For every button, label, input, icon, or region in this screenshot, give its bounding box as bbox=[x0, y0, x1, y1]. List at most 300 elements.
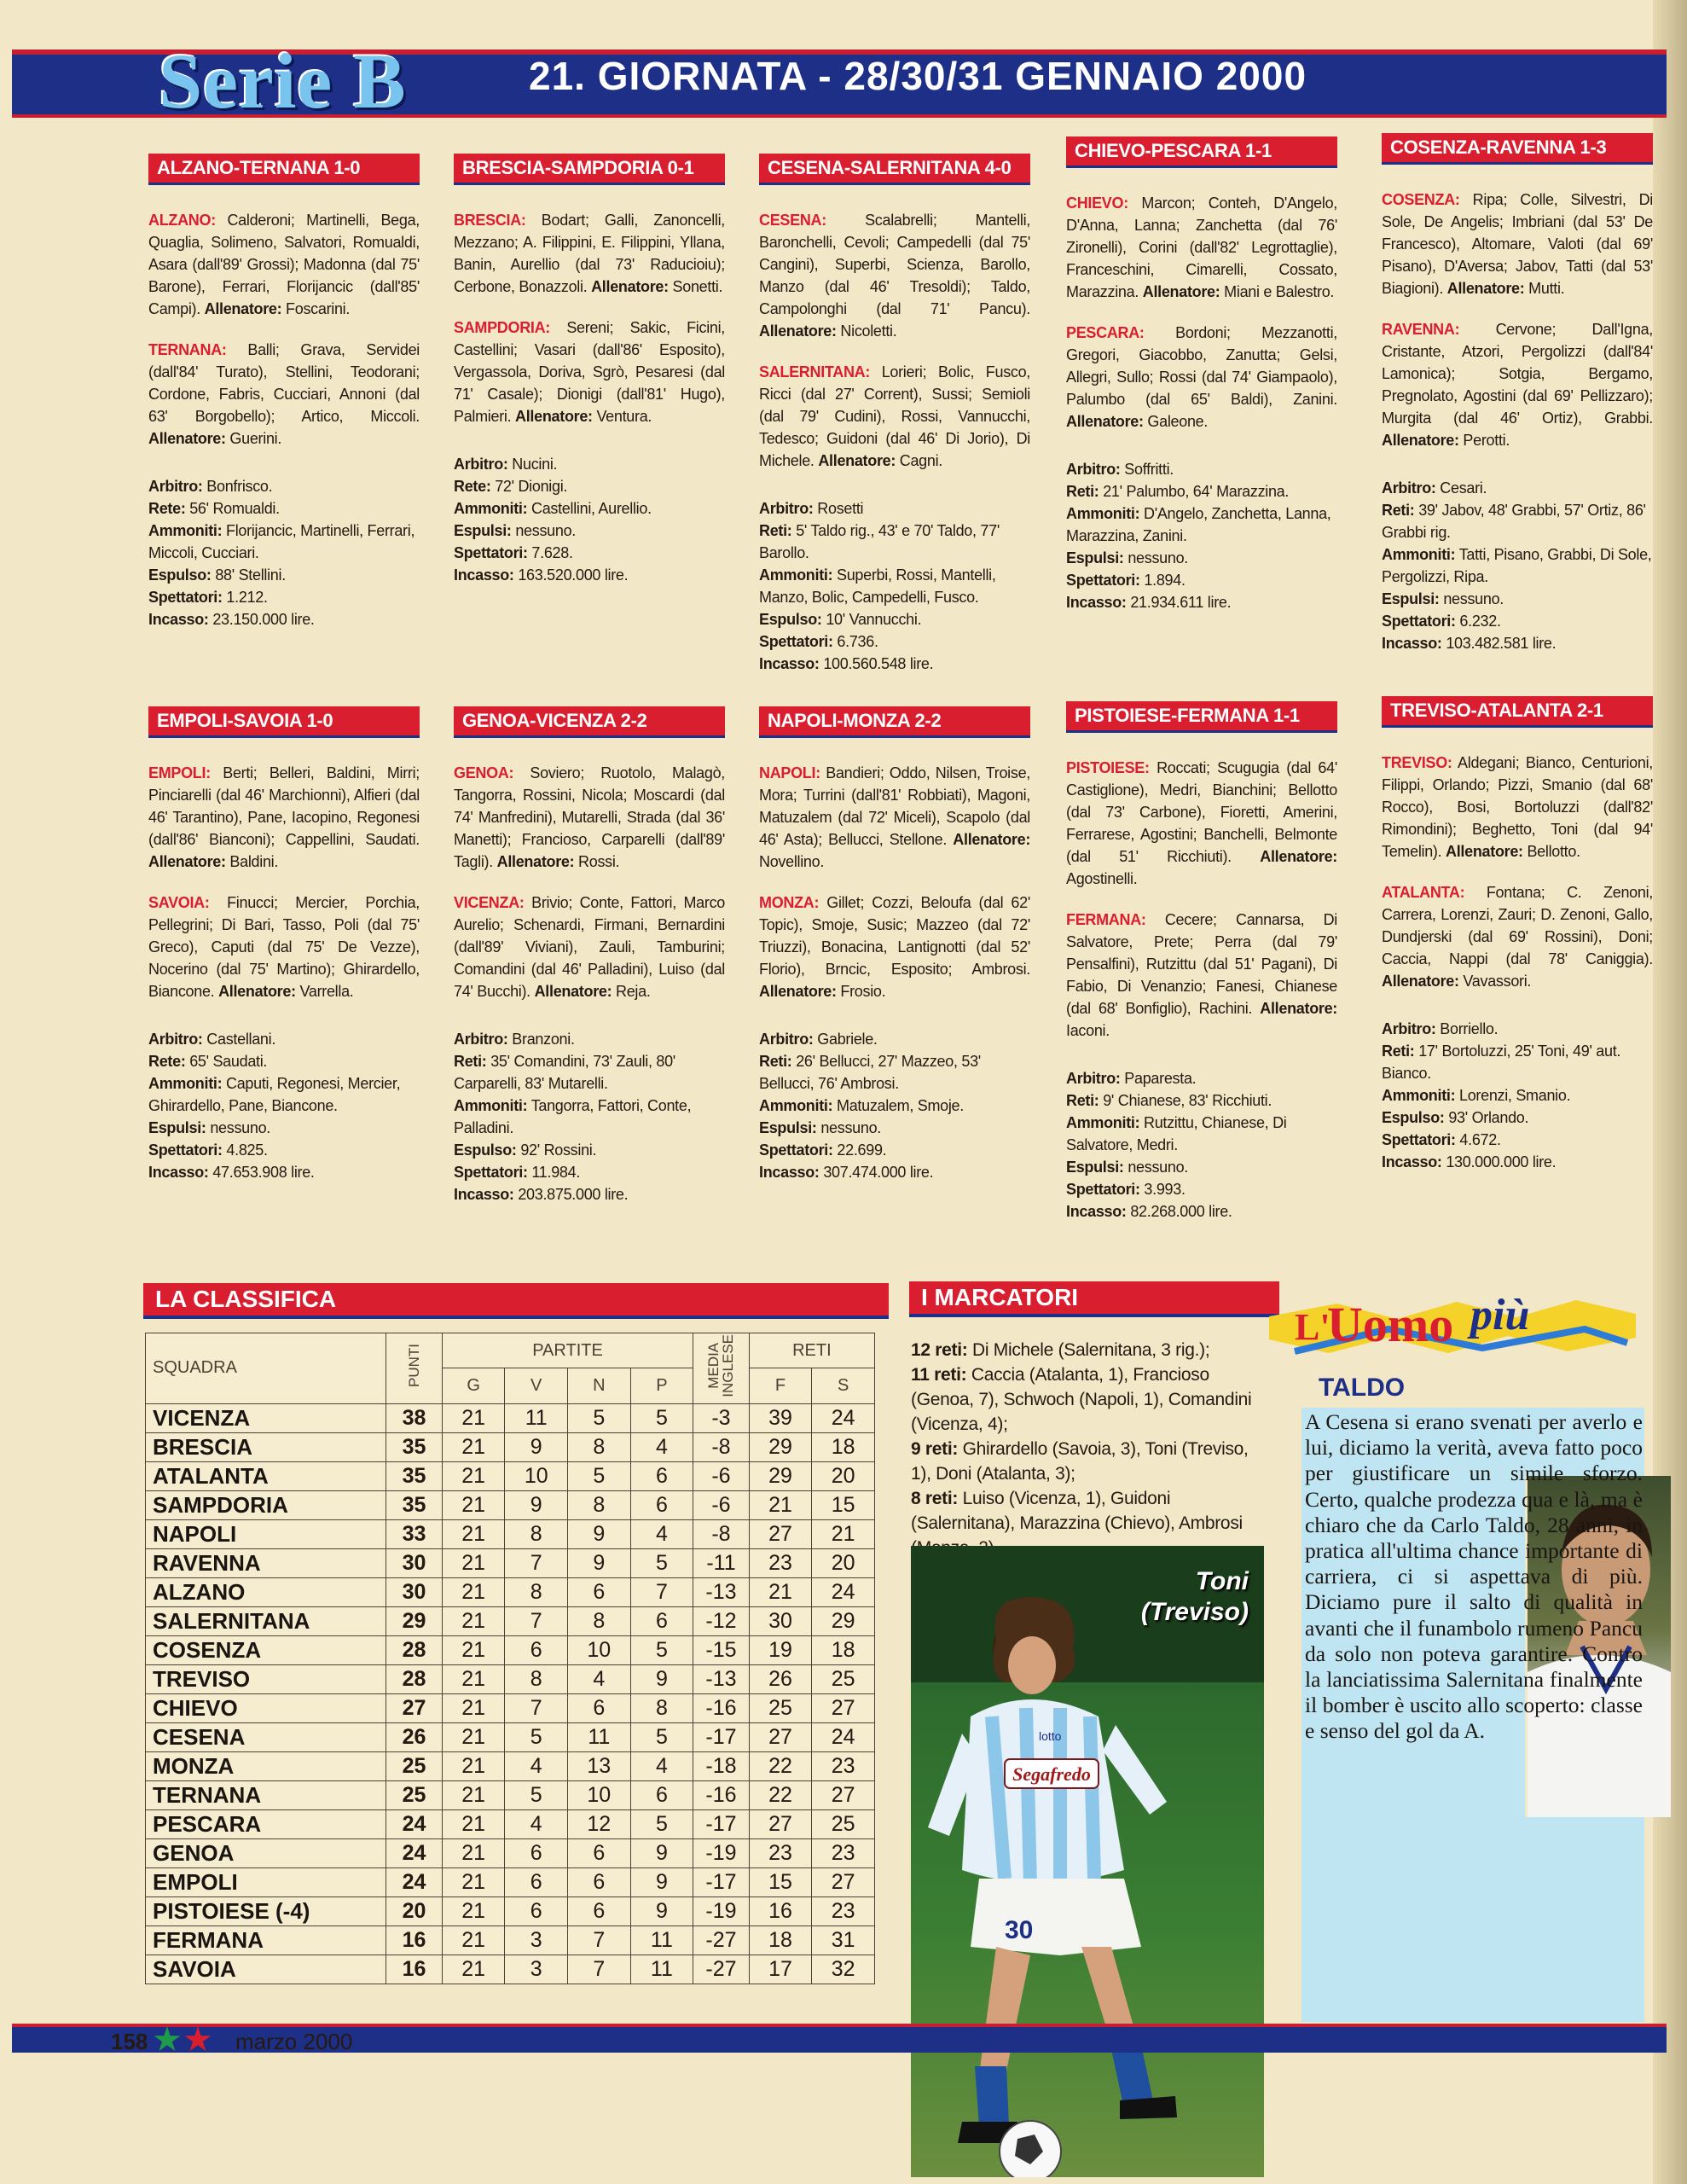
cell-pts: 35 bbox=[386, 1490, 443, 1519]
stat-label: Arbitro: bbox=[454, 456, 508, 473]
cell-pts: 27 bbox=[386, 1693, 443, 1722]
marcatori-heading: I MARCATORI bbox=[909, 1281, 1279, 1317]
stat-value: Castellini, Aurellio. bbox=[531, 500, 652, 517]
table-row bbox=[146, 1577, 875, 1606]
away-lineup bbox=[454, 892, 725, 1002]
match-stats bbox=[454, 1028, 725, 1205]
cell-n: 8 bbox=[568, 1490, 631, 1519]
cell-f: 18 bbox=[749, 1926, 812, 1955]
match-block bbox=[1382, 696, 1653, 1173]
cell-f: 17 bbox=[749, 1955, 812, 1984]
stat-label: Espulso: bbox=[148, 566, 212, 584]
stat-label: Reti: bbox=[1066, 1092, 1099, 1109]
stat-value: 56' Romualdi. bbox=[189, 500, 280, 517]
home-team-name: TREVISO: bbox=[1382, 754, 1452, 771]
stat-value: 22.699. bbox=[837, 1141, 887, 1159]
cell-s: 27 bbox=[812, 1867, 875, 1896]
stat-label: Reti: bbox=[1066, 483, 1099, 500]
cell-g: 21 bbox=[442, 1809, 505, 1838]
home-players: Berti; Belleri, Baldini, Mirri; Pinciarelli (dal 46' Marchionni), Alfieri (dal 46' Tarantino), Pane, Iacopino, Regonesi (dall'86' Bianconi); Cappellini, Saudati. bbox=[148, 764, 420, 848]
home-players: Bandieri; Oddo, Nilsen, Troise, Mora; Turrini (dall'81' Robbiati), Magoni, Matuzalem (dal 72' Miceli), Scapolo (dal 46' Asta); Bellucci, Stellone. bbox=[759, 764, 1030, 848]
match-block bbox=[1382, 133, 1653, 654]
stat-value: nessuno. bbox=[515, 522, 576, 539]
cell-media: -19 bbox=[693, 1838, 750, 1867]
away-lineup bbox=[454, 317, 725, 427]
cell-f: 27 bbox=[749, 1722, 812, 1751]
cell-s: 31 bbox=[812, 1926, 875, 1955]
home-players: Calderoni; Martinelli, Bega, Quaglia, Solimeno, Salvatori, Romualdi, Asara (dall'89' Grossi); Madonna (dal 75' Barone), Ferrari, Florijancic (dall'85' Campi). bbox=[148, 212, 420, 317]
stat-incasso bbox=[759, 653, 1030, 675]
home-team-name: ALZANO: bbox=[148, 212, 216, 229]
cell-s: 24 bbox=[812, 1403, 875, 1432]
match-title: EMPOLI-SAVOIA 1-0 bbox=[148, 706, 420, 738]
stat-value: Cesari. bbox=[1440, 479, 1487, 497]
away-lineup bbox=[1382, 318, 1653, 451]
cell-pts: 20 bbox=[386, 1896, 443, 1926]
cell-v: 8 bbox=[505, 1664, 568, 1693]
col-f: F bbox=[749, 1368, 812, 1403]
home-lineup bbox=[454, 762, 725, 873]
stat-value: 7.628. bbox=[531, 544, 573, 561]
table-row bbox=[146, 1838, 875, 1867]
match-block bbox=[1066, 701, 1337, 1223]
cell-f: 39 bbox=[749, 1403, 812, 1432]
table-row bbox=[146, 1664, 875, 1693]
away-team-name: SAMPDORIA: bbox=[454, 319, 550, 336]
match-block bbox=[148, 706, 420, 1183]
cell-f: 23 bbox=[749, 1838, 812, 1867]
stat-label: Espulsi: bbox=[1382, 590, 1440, 607]
away-players: Lorieri; Bolic, Fusco, Ricci (dal 27' Corrent), Sussi; Semioli (dal 79' Cudini), Rossi, Vannucchi, Tedesco; Guidoni (dal 46' Di Jorio), Di Michele. bbox=[759, 363, 1030, 469]
cell-v: 11 bbox=[505, 1403, 568, 1432]
away-team-name: MONZA: bbox=[759, 894, 820, 911]
coach-label: Allenatore: bbox=[148, 430, 226, 447]
table-row bbox=[146, 1403, 875, 1432]
stat-ammoniti bbox=[1066, 502, 1337, 547]
cell-s: 18 bbox=[812, 1432, 875, 1461]
cell-f: 22 bbox=[749, 1751, 812, 1780]
cell-n: 9 bbox=[568, 1519, 631, 1548]
cell-f: 25 bbox=[749, 1693, 812, 1722]
match-title: CHIEVO-PESCARA 1-1 bbox=[1066, 136, 1337, 168]
stat-spettatori bbox=[759, 1139, 1030, 1161]
coach-label: Allenatore: bbox=[591, 278, 669, 295]
col-partite: PARTITE bbox=[442, 1333, 693, 1368]
cell-s: 24 bbox=[812, 1722, 875, 1751]
cell-team: CHIEVO bbox=[146, 1693, 386, 1722]
cell-f: 19 bbox=[749, 1635, 812, 1664]
cell-v: 9 bbox=[505, 1490, 568, 1519]
stat-value: Borriello. bbox=[1440, 1020, 1499, 1037]
match-stats bbox=[1066, 458, 1337, 613]
stat-spettatori bbox=[454, 542, 725, 564]
coach-label: Allenatore: bbox=[1382, 432, 1459, 449]
stat-label: Ammoniti: bbox=[454, 500, 528, 517]
stat-value: nessuno. bbox=[1128, 1159, 1188, 1176]
cell-team: SAVOIA bbox=[146, 1955, 386, 1984]
stat-incasso bbox=[454, 1183, 725, 1205]
home-lineup bbox=[759, 209, 1030, 342]
stat-label: Ammoniti: bbox=[148, 1075, 223, 1092]
coach-label: Allenatore: bbox=[534, 983, 612, 1000]
cell-media: -17 bbox=[693, 1867, 750, 1896]
cell-g: 21 bbox=[442, 1577, 505, 1606]
match-stats bbox=[759, 497, 1030, 675]
home-coach: Bellotto. bbox=[1527, 843, 1580, 860]
cell-media: -13 bbox=[693, 1577, 750, 1606]
stat-arbitro bbox=[454, 1028, 725, 1050]
home-team-name: CESENA: bbox=[759, 212, 826, 229]
cell-p: 6 bbox=[630, 1490, 693, 1519]
cell-media: -18 bbox=[693, 1751, 750, 1780]
match-block bbox=[148, 154, 420, 630]
scorer-goals: 11 reti: bbox=[911, 1365, 967, 1385]
shirt-sponsor: Segafredo bbox=[1012, 1763, 1091, 1785]
cell-team: ATALANTA bbox=[146, 1461, 386, 1490]
stat-label: Spettatori: bbox=[1382, 613, 1456, 630]
cell-g: 21 bbox=[442, 1519, 505, 1548]
stat-label: Reti: bbox=[759, 522, 792, 539]
logo-l: L' bbox=[1295, 1306, 1330, 1348]
coach-label: Allenatore: bbox=[1142, 283, 1220, 300]
cell-v: 6 bbox=[505, 1635, 568, 1664]
table-row bbox=[146, 1519, 875, 1548]
uomo-piu-logo bbox=[1261, 1269, 1653, 1363]
home-team-name: BRESCIA: bbox=[454, 212, 526, 229]
cell-n: 12 bbox=[568, 1809, 631, 1838]
stat-label: Reti: bbox=[454, 1053, 487, 1070]
scorer-names: Caccia (Atalanta, 1), Francioso (Genoa, 7), Schwoch (Napoli, 1), Comandini (Vicenza, 4); bbox=[911, 1365, 1252, 1434]
cell-g: 21 bbox=[442, 1490, 505, 1519]
match-title: TREVISO-ATALANTA 2-1 bbox=[1382, 696, 1653, 728]
cell-s: 29 bbox=[812, 1606, 875, 1635]
scorer-line bbox=[911, 1437, 1259, 1486]
cell-media: -27 bbox=[693, 1955, 750, 1984]
cell-p: 9 bbox=[630, 1867, 693, 1896]
stat-label: Spettatori: bbox=[148, 589, 223, 606]
stat-label: Arbitro: bbox=[148, 1031, 203, 1048]
cell-pts: 33 bbox=[386, 1519, 443, 1548]
cell-s: 20 bbox=[812, 1461, 875, 1490]
cell-n: 8 bbox=[568, 1606, 631, 1635]
stat-label: Espulsi: bbox=[759, 1119, 817, 1136]
match-stats bbox=[1382, 477, 1653, 654]
stat-value: 100.560.548 lire. bbox=[823, 655, 934, 672]
stat-spettatori bbox=[1382, 610, 1653, 632]
away-coach: Guerini. bbox=[229, 430, 282, 447]
stat-label: Ammoniti: bbox=[454, 1097, 528, 1114]
stat-ammoniti bbox=[148, 520, 420, 564]
stat-label: Arbitro: bbox=[1066, 1070, 1121, 1087]
stat-spettatori bbox=[759, 630, 1030, 653]
cell-p: 7 bbox=[630, 1577, 693, 1606]
home-team-name: GENOA: bbox=[454, 764, 514, 781]
cell-pts: 26 bbox=[386, 1722, 443, 1751]
home-coach: Foscarini. bbox=[286, 300, 351, 317]
home-players: Ripa; Colle, Silvestri, Di Sole, De Angelis; Imbriani (dal 53' De Francesco), Altomare, Valoti (dal 69' Pisano), D'Aversa; Jabov, Tatti (dal 53' Biagioni). bbox=[1382, 191, 1653, 297]
stat-label: Incasso: bbox=[1382, 635, 1442, 652]
stat-value: Nucini. bbox=[512, 456, 558, 473]
stat-label: Ammoniti: bbox=[1382, 546, 1456, 563]
home-players: Aldegani; Bianco, Centurioni, Filippi, Orlando; Pizzi, Smanio (dal 68' Rocco), Bosi, Bortoluzzi (dall'82' Rimondini); Beghetto, Toni (dal 94' Temelin). bbox=[1382, 754, 1653, 860]
home-team-name: CHIEVO: bbox=[1066, 195, 1128, 212]
stat-reti bbox=[759, 1050, 1030, 1095]
cell-g: 21 bbox=[442, 1403, 505, 1432]
stat-reti bbox=[1066, 1089, 1337, 1112]
cell-s: 18 bbox=[812, 1635, 875, 1664]
cell-pts: 28 bbox=[386, 1664, 443, 1693]
match-stats bbox=[454, 453, 725, 586]
stat-arbitro bbox=[1382, 477, 1653, 499]
cell-media: -15 bbox=[693, 1635, 750, 1664]
stat-value: Gabriele. bbox=[817, 1031, 878, 1048]
stat-value: Superbi, Rossi, Mantelli, Manzo, Bolic, Campedelli, Fusco. bbox=[759, 566, 996, 606]
match-block bbox=[454, 154, 725, 586]
cell-p: 11 bbox=[630, 1955, 693, 1984]
stat-label: Incasso: bbox=[1066, 1203, 1127, 1220]
stat-value: 35' Comandini, 73' Zauli, 80' Carparelli, 83' Mutarelli. bbox=[454, 1053, 675, 1092]
table-row bbox=[146, 1867, 875, 1896]
cell-g: 21 bbox=[442, 1432, 505, 1461]
stat-ammoniti bbox=[1382, 543, 1653, 588]
cell-v: 3 bbox=[505, 1926, 568, 1955]
cell-media: -11 bbox=[693, 1548, 750, 1577]
stat-incasso bbox=[1382, 1151, 1653, 1173]
cell-team: PISTOIESE (-4) bbox=[146, 1896, 386, 1926]
stat-value: 9' Chianese, 83' Ricchiuti. bbox=[1103, 1092, 1272, 1109]
stat-label: Incasso: bbox=[1382, 1153, 1442, 1170]
stat-incasso bbox=[148, 608, 420, 630]
cell-p: 5 bbox=[630, 1403, 693, 1432]
stat-ammoniti bbox=[759, 564, 1030, 608]
caption-team: (Treviso) bbox=[1140, 1598, 1249, 1626]
stat-spettatori bbox=[148, 1139, 420, 1161]
coach-label: Allenatore: bbox=[1260, 1000, 1337, 1017]
cell-g: 21 bbox=[442, 1664, 505, 1693]
stat-reti bbox=[1382, 499, 1653, 543]
cell-s: 23 bbox=[812, 1838, 875, 1867]
home-lineup bbox=[148, 209, 420, 320]
coach-label: Allenatore: bbox=[218, 983, 296, 1000]
stat-value: 4.672. bbox=[1459, 1131, 1501, 1148]
cell-team: SAMPDORIA bbox=[146, 1490, 386, 1519]
classifica-heading: LA CLASSIFICA bbox=[143, 1283, 889, 1319]
stat-label: Ammoniti: bbox=[148, 522, 223, 539]
home-coach: Nicoletti. bbox=[840, 322, 897, 340]
match-block bbox=[759, 706, 1030, 1183]
cell-n: 6 bbox=[568, 1896, 631, 1926]
stat-value: Castellani. bbox=[206, 1031, 276, 1048]
cell-g: 21 bbox=[442, 1926, 505, 1955]
home-lineup bbox=[1066, 757, 1337, 890]
stat-espulsi bbox=[148, 1117, 420, 1139]
home-coach: Baldini. bbox=[229, 853, 279, 870]
away-players: Finucci; Mercier, Porchia, Pellegrini; Di Bari, Tasso, Poli (dal 75' Greco), Caputi (dal 75' De Vezze), Nocerino (dal 75' Martino); Ghirardello, Biancone. bbox=[148, 894, 420, 1000]
away-players: Fontana; C. Zenoni, Carrera, Lorenzi, Zauri; D. Zenoni, Gallo, Dundjerski (dal 69' Rossini), Doni; Caccia, Nappi (dal 78' Caniggia). bbox=[1382, 884, 1653, 967]
stat-espulsi bbox=[1382, 1107, 1653, 1129]
cell-media: -8 bbox=[693, 1519, 750, 1548]
stat-arbitro bbox=[1066, 458, 1337, 480]
stat-espulsi bbox=[1066, 1156, 1337, 1178]
home-coach: Miani e Balestro. bbox=[1224, 283, 1335, 300]
stat-value: Soffritti. bbox=[1124, 461, 1174, 478]
scorer-names: Di Michele (Salernitana, 3 rig.); bbox=[967, 1340, 1210, 1360]
col-reti: RETI bbox=[749, 1333, 874, 1368]
cell-team: SALERNITANA bbox=[146, 1606, 386, 1635]
away-team-name: TERNANA: bbox=[148, 341, 227, 358]
stat-label: Spettatori: bbox=[1382, 1131, 1456, 1148]
cell-v: 6 bbox=[505, 1838, 568, 1867]
col-p: P bbox=[630, 1368, 693, 1403]
away-team-name: FERMANA: bbox=[1066, 911, 1146, 928]
uomo-piu-name: TALDO bbox=[1319, 1374, 1406, 1402]
stat-label: Espulsi: bbox=[1066, 1159, 1124, 1176]
stat-label: Ammoniti: bbox=[1066, 1114, 1140, 1131]
cell-p: 9 bbox=[630, 1896, 693, 1926]
stat-reti bbox=[759, 520, 1030, 564]
cell-n: 5 bbox=[568, 1461, 631, 1490]
stat-label: Spettatori: bbox=[148, 1141, 223, 1159]
red-star-icon: ★ bbox=[183, 2021, 213, 2059]
stat-label: Rete: bbox=[148, 500, 186, 517]
col-media: MEDIA INGLESE bbox=[693, 1333, 750, 1404]
cell-s: 21 bbox=[812, 1519, 875, 1548]
stat-value: 6.232. bbox=[1459, 613, 1501, 630]
stat-label: Incasso: bbox=[1066, 594, 1127, 611]
cell-n: 6 bbox=[568, 1577, 631, 1606]
stat-value: 10' Vannucchi. bbox=[826, 611, 922, 628]
cell-v: 7 bbox=[505, 1606, 568, 1635]
coach-label: Allenatore: bbox=[1446, 843, 1523, 860]
stat-label: Ammoniti: bbox=[1066, 505, 1140, 522]
stat-arbitro bbox=[148, 475, 420, 497]
cell-f: 22 bbox=[749, 1780, 812, 1809]
cell-pts: 28 bbox=[386, 1635, 443, 1664]
cell-n: 6 bbox=[568, 1838, 631, 1867]
logo-piu: più bbox=[1470, 1291, 1530, 1339]
away-coach: Vavassori. bbox=[1463, 973, 1532, 990]
cell-p: 4 bbox=[630, 1519, 693, 1548]
cell-s: 25 bbox=[812, 1809, 875, 1838]
cell-team: NAPOLI bbox=[146, 1519, 386, 1548]
stat-value: Florijancic, Martinelli, Ferrari, Miccoli, Cucciari. bbox=[148, 522, 415, 561]
cell-g: 21 bbox=[442, 1548, 505, 1577]
stat-incasso bbox=[1382, 632, 1653, 654]
cell-n: 9 bbox=[568, 1548, 631, 1577]
scorer-goals: 12 reti: bbox=[911, 1340, 968, 1360]
uomo-piu-text: A Cesena si erano svenati per averlo e lui, diciamo la verità, aveva fatto poco per giustificare un simile sforzo. Certo, qualche prodezza qua e là, ma è chiaro che da Carlo Taldo, 28 anni, in pratica all'ultima chance importante di carriera, ci si aspettava di più. Diciamo pure il salto di qualità in avanti che il funambolo rumeno Pancu da solo non poteva garantire. Contro la lanciatissima Salernitana finalmente il bomber è uscito allo scoperto: classe e senso del gol da A. bbox=[1305, 1409, 1643, 1744]
stat-espulsi bbox=[1382, 588, 1653, 610]
cell-f: 27 bbox=[749, 1809, 812, 1838]
cell-n: 7 bbox=[568, 1926, 631, 1955]
cell-v: 3 bbox=[505, 1955, 568, 1984]
stat-label: Spettatori: bbox=[454, 1164, 528, 1181]
col-squadra: SQUADRA bbox=[146, 1333, 386, 1404]
stat-value: 6.736. bbox=[837, 633, 878, 650]
marcatori-list bbox=[911, 1338, 1259, 1560]
stat-spettatori bbox=[454, 1161, 725, 1183]
cell-g: 21 bbox=[442, 1838, 505, 1867]
stat-label: Incasso: bbox=[148, 1164, 209, 1181]
home-lineup bbox=[1382, 752, 1653, 863]
home-coach: Agostinelli. bbox=[1066, 870, 1138, 887]
stat-label: Espulsi: bbox=[1066, 549, 1124, 566]
match-title: BRESCIA-SAMPDORIA 0-1 bbox=[454, 154, 725, 185]
stat-label: Arbitro: bbox=[1382, 1020, 1436, 1037]
table-row bbox=[146, 1926, 875, 1955]
stat-label: Espulsi: bbox=[454, 522, 512, 539]
stat-value: Lorenzi, Smanio. bbox=[1459, 1087, 1571, 1104]
stat-value: 17' Bortoluzzi, 25' Toni, 49' aut. Bianco. bbox=[1382, 1043, 1621, 1082]
match-stats bbox=[148, 1028, 420, 1183]
home-team-name: COSENZA: bbox=[1382, 191, 1460, 208]
cell-s: 25 bbox=[812, 1664, 875, 1693]
stat-spettatori bbox=[1382, 1129, 1653, 1151]
stat-label: Incasso: bbox=[454, 1186, 514, 1203]
cell-team: VICENZA bbox=[146, 1403, 386, 1432]
cell-p: 5 bbox=[630, 1809, 693, 1838]
home-team-name: NAPOLI: bbox=[759, 764, 820, 781]
scorer-names: Luiso (Vicenza, 1), Guidoni (Salernitana), Marazzina (Chievo), Ambrosi bbox=[911, 1489, 1243, 1533]
cell-n: 7 bbox=[568, 1955, 631, 1984]
player-illustration bbox=[911, 1546, 1264, 2177]
cell-media: -8 bbox=[693, 1432, 750, 1461]
stat-ammoniti bbox=[148, 1072, 420, 1117]
table-row bbox=[146, 1780, 875, 1809]
coach-label: Allenatore: bbox=[1260, 848, 1337, 865]
cell-v: 4 bbox=[505, 1809, 568, 1838]
away-players: Gillet; Cozzi, Beloufa (dal 62' Topic), Smoje, Susic; Mazzeo (dal 72' Triuzzi), Bonacina, Lantignotti (dal 52' Florio), Brncic, Esposito; Ambrosi. bbox=[759, 894, 1030, 978]
stat-value: 21.934.611 lire. bbox=[1130, 594, 1232, 611]
stat-value: Matuzalem, Smoje. bbox=[837, 1097, 964, 1114]
stat-ammoniti bbox=[1382, 1084, 1653, 1107]
cell-p: 6 bbox=[630, 1461, 693, 1490]
coach-label: Allenatore: bbox=[1066, 413, 1144, 430]
cell-team: CESENA bbox=[146, 1722, 386, 1751]
stat-espulsi bbox=[759, 608, 1030, 630]
coach-label: Allenatore: bbox=[818, 452, 896, 469]
stat-value: Tangorra, Fattori, Conte, Palladini. bbox=[454, 1097, 692, 1136]
stat-label: Incasso: bbox=[454, 566, 514, 584]
stat-value: 39' Jabov, 48' Grabbi, 57' Ortiz, 86' Grabbi rig. bbox=[1382, 502, 1646, 541]
stat-value: 72' Dionigi. bbox=[495, 478, 568, 495]
stat-arbitro bbox=[759, 1028, 1030, 1050]
cell-v: 7 bbox=[505, 1693, 568, 1722]
stat-value: 1.894. bbox=[1144, 572, 1186, 589]
cell-media: -17 bbox=[693, 1809, 750, 1838]
stat-value: Caputi, Regonesi, Mercier, Ghirardello, Pane, Biancone. bbox=[148, 1075, 401, 1114]
stat-value: 203.875.000 lire. bbox=[518, 1186, 629, 1203]
table-row bbox=[146, 1896, 875, 1926]
stat-label: Arbitro: bbox=[1066, 461, 1121, 478]
cell-team: COSENZA bbox=[146, 1635, 386, 1664]
page-number: 158 bbox=[111, 2029, 148, 2054]
stat-label: Arbitro: bbox=[759, 500, 814, 517]
stat-value: 4.825. bbox=[226, 1141, 268, 1159]
cell-media: -19 bbox=[693, 1896, 750, 1926]
cell-pts: 35 bbox=[386, 1432, 443, 1461]
stat-espulsi bbox=[759, 1117, 1030, 1139]
scorer-goals: 8 reti: bbox=[911, 1489, 959, 1508]
cell-pts: 30 bbox=[386, 1548, 443, 1577]
coach-label: Allenatore: bbox=[496, 853, 575, 870]
table-row bbox=[146, 1635, 875, 1664]
stat-espulsi bbox=[148, 564, 420, 586]
shirt-brand: lotto bbox=[1039, 1729, 1062, 1743]
match-title: PISTOIESE-FERMANA 1-1 bbox=[1066, 701, 1337, 733]
away-team-name: PESCARA: bbox=[1066, 324, 1145, 341]
caption-player: Toni bbox=[1195, 1567, 1249, 1595]
